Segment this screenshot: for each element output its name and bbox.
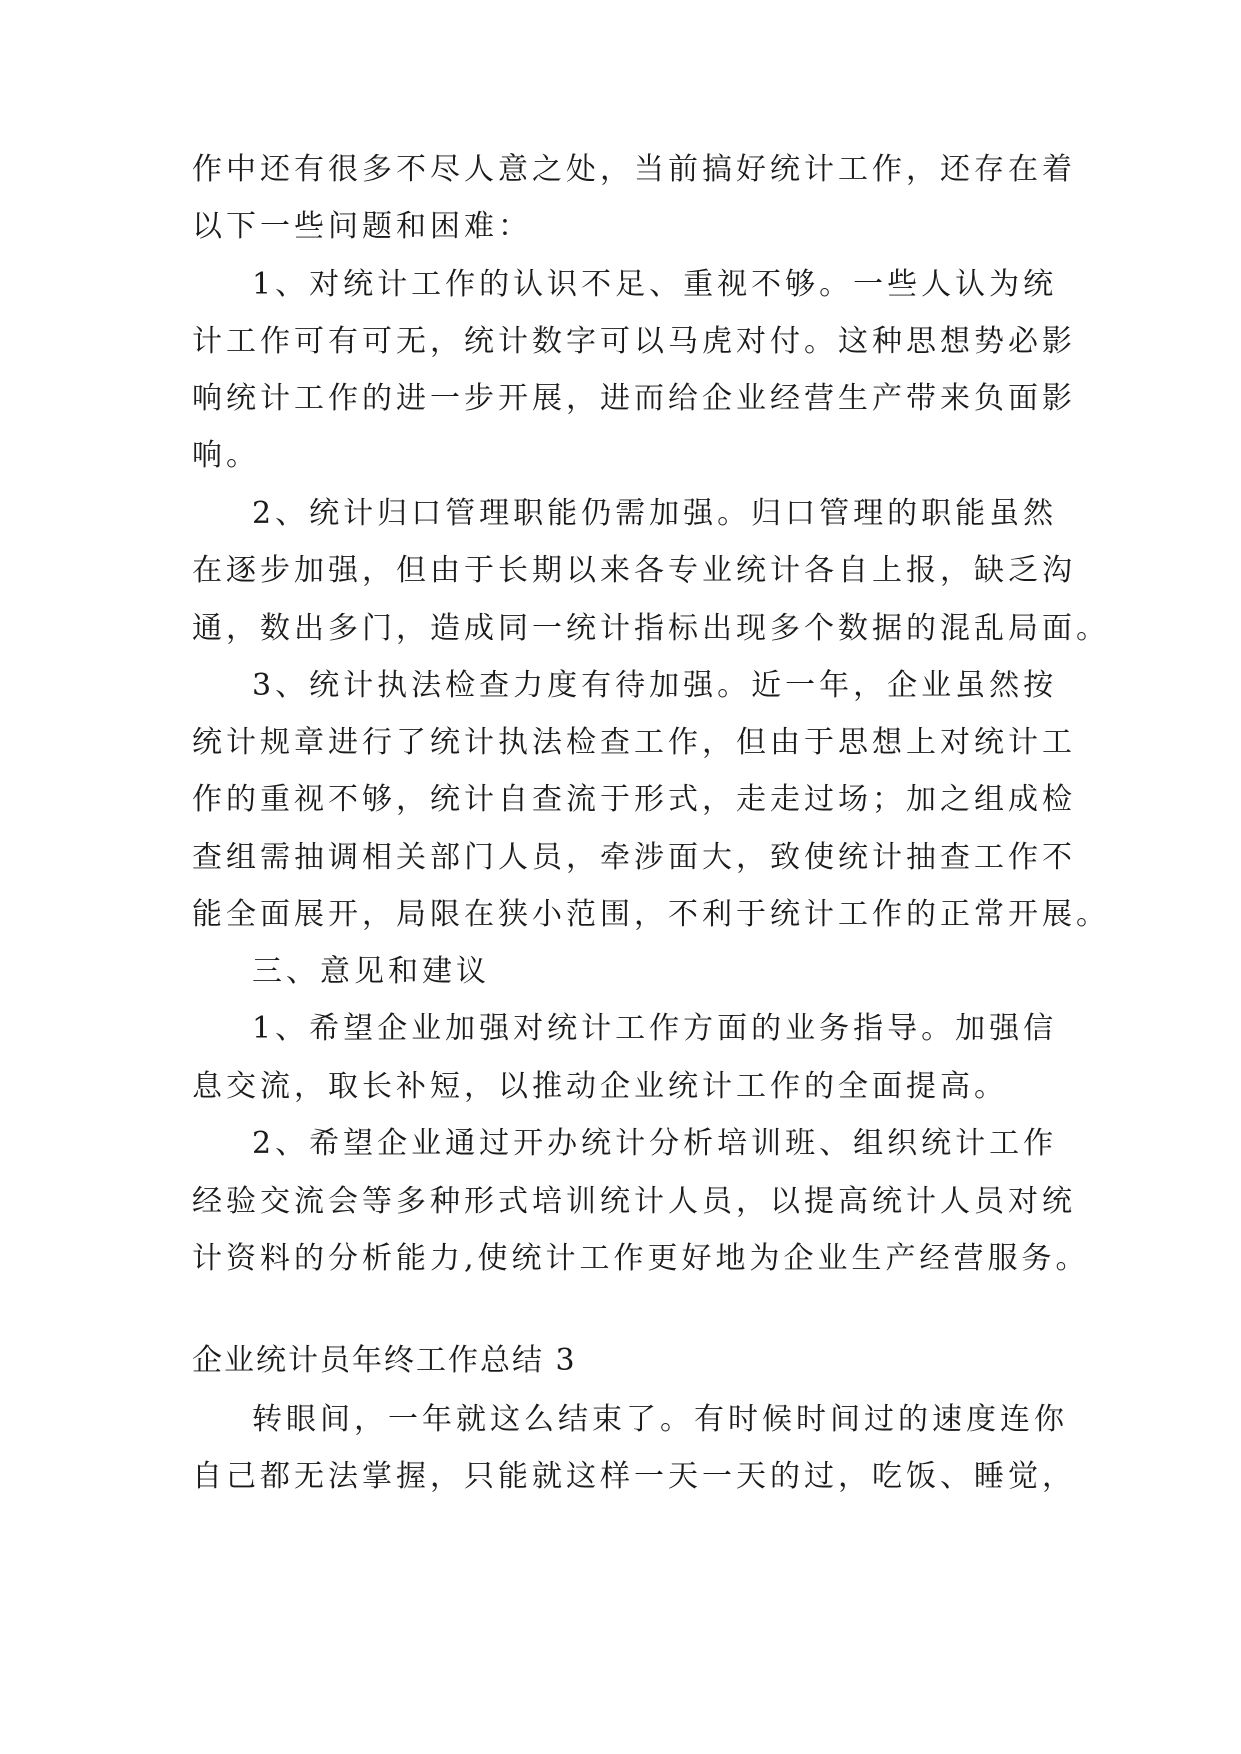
document-section-title: 企业统计员年终工作总结 3	[192, 1343, 577, 1378]
paragraph-line: 2、统计归口管理职能仍需加强。归口管理的职能虽然	[252, 496, 1058, 531]
paragraph-line: 2、希望企业通过开办统计分析培训班、组织统计工作	[252, 1126, 1058, 1161]
text-line: 能全面展开，局限在狭小范围，不利于统计工作的正常开展。	[192, 897, 1110, 932]
text-line: 作中还有很多不尽人意之处，当前搞好统计工作，还存在着	[192, 152, 1076, 187]
text-line: 统计规章进行了统计执法检查工作，但由于思想上对统计工	[192, 725, 1076, 760]
section-heading: 三、意见和建议	[252, 954, 490, 989]
paragraph-line: 转眼间，一年就这么结束了。有时候时间过的速度连你	[252, 1402, 1068, 1437]
text-line: 经验交流会等多种形式培训统计人员，以提高统计人员对统	[192, 1184, 1076, 1219]
text-line: 作的重视不够，统计自查流于形式，走走过场；加之组成检	[192, 782, 1076, 817]
text-line: 自己都无法掌握，只能就这样一天一天的过，吃饭、睡觉，	[192, 1459, 1076, 1494]
text-line: 查组需抽调相关部门人员，牵涉面大，致使统计抽查工作不	[192, 840, 1076, 875]
paragraph-line: 3、统计执法检查力度有待加强。近一年，企业虽然按	[252, 668, 1058, 703]
text-line: 响统计工作的进一步开展，进而给企业经营生产带来负面影	[192, 381, 1076, 416]
text-line: 以下一些问题和困难：	[192, 209, 532, 244]
text-line: 计资料的分析能力,使统计工作更好地为企业生产经营服务。	[192, 1241, 1090, 1276]
text-line: 响。	[192, 438, 260, 473]
text-line: 通，数出多门，造成同一统计指标出现多个数据的混乱局面。	[192, 611, 1110, 646]
text-line: 计工作可有可无，统计数字可以马虎对付。这种思想势必影	[192, 324, 1076, 359]
text-line: 在逐步加强，但由于长期以来各专业统计各自上报，缺乏沟	[192, 553, 1076, 588]
paragraph-line: 1、希望企业加强对统计工作方面的业务指导。加强信	[252, 1011, 1058, 1046]
paragraph-line: 1、对统计工作的认识不足、重视不够。一些人认为统	[252, 267, 1058, 302]
text-line: 息交流，取长补短，以推动企业统计工作的全面提高。	[192, 1069, 1008, 1104]
